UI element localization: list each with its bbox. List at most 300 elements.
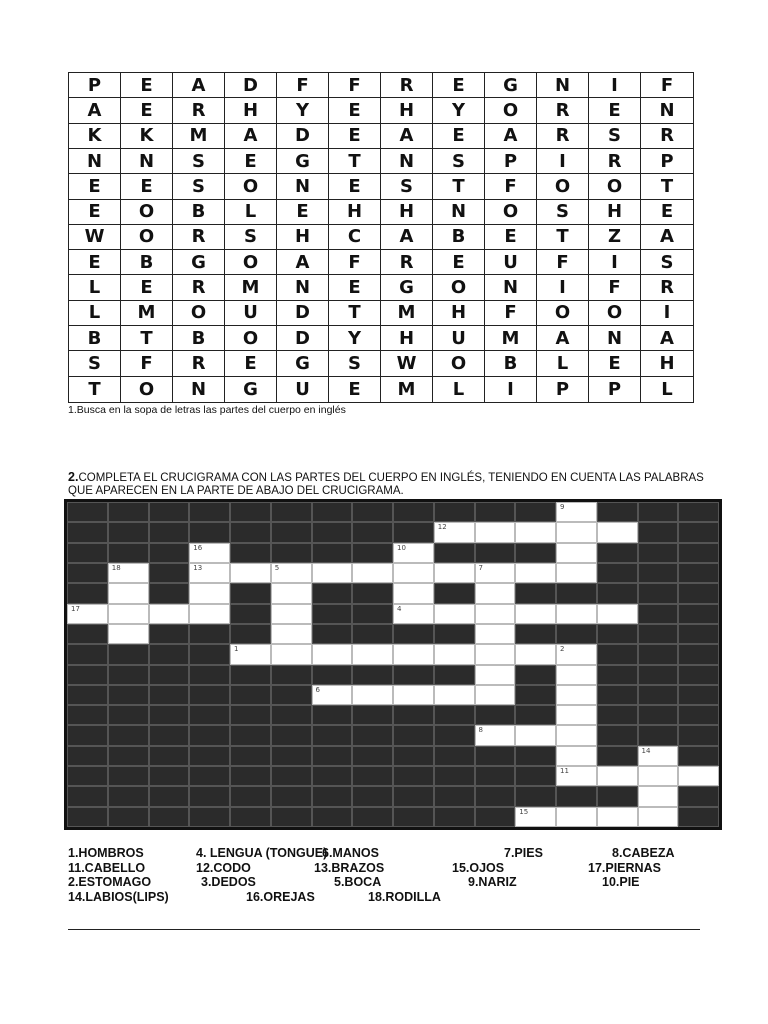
word-search-letter: S [589,124,641,149]
clue-item: 14.LABIOS(LIPS) [68,889,169,904]
word-search-letter: R [173,275,225,300]
word-search-letter: S [69,351,121,376]
crossword-answer-cell[interactable] [475,583,516,603]
crossword-block-cell [108,807,149,827]
crossword-block-cell [352,705,393,725]
crossword-block-cell [515,705,556,725]
crossword-block-cell [108,786,149,806]
crossword-block-cell [638,665,679,685]
crossword-answer-cell[interactable] [638,746,679,766]
crossword-block-cell [108,705,149,725]
crossword-answer-cell[interactable] [556,522,597,542]
word-search-letter: O [121,377,173,402]
crossword-block-cell [189,766,230,786]
crossword-answer-cell[interactable] [556,563,597,583]
word-search-letter: K [121,124,173,149]
crossword-answer-cell[interactable] [597,766,638,786]
crossword-answer-cell[interactable] [556,665,597,685]
word-search-letter: U [485,250,537,275]
crossword-block-cell [271,786,312,806]
word-search-letter: N [69,149,121,174]
word-search-letter: L [69,301,121,326]
word-search-letter: G [277,351,329,376]
word-search-letter: E [121,275,173,300]
crossword-block-cell [597,543,638,563]
word-search-letter: E [329,98,381,123]
crossword-puzzle [64,499,722,830]
crossword-block-cell [108,746,149,766]
crossword-block-cell [434,766,475,786]
crossword-block-cell [434,624,475,644]
crossword-block-cell [149,583,190,603]
crossword-answer-cell[interactable] [108,604,149,624]
crossword-block-cell [312,786,353,806]
crossword-block-cell [312,665,353,685]
crossword-block-cell [638,624,679,644]
word-search-letter: H [329,200,381,225]
word-search-letter: O [485,98,537,123]
word-search-letter: A [69,98,121,123]
word-search-letter: A [381,225,433,250]
crossword-answer-cell[interactable] [556,543,597,563]
word-search-letter: E [329,275,381,300]
instruction-2-text: COMPLETA EL CRUCIGRAMA CON LAS PARTES DEL CUERPO EN INGLÉS, TENIENDO EN CUENTA LAS PALABRAS QUE APARECEN EN LA PARTE DE ABAJO DEL CRUCIGRAMA. [68,472,704,497]
crossword-block-cell [638,725,679,745]
word-search-letter: N [277,174,329,199]
crossword-block-cell [108,685,149,705]
word-search-letter: H [433,301,485,326]
crossword-block-cell [230,543,271,563]
crossword-block-cell [67,665,108,685]
clue-item: 4. LENGUA (TONGUE) [196,846,328,860]
crossword-answer-cell[interactable] [475,644,516,664]
crossword-block-cell [149,685,190,705]
crossword-answer-cell[interactable] [475,685,516,705]
crossword-answer-cell[interactable] [393,543,434,563]
crossword-block-cell [393,624,434,644]
crossword-block-cell [230,786,271,806]
crossword-answer-cell[interactable] [189,604,230,624]
word-search-letter: I [589,73,641,98]
crossword-answer-cell[interactable] [515,522,556,542]
word-search-letter: H [381,200,433,225]
crossword-block-cell [149,746,190,766]
crossword-answer-cell[interactable] [597,604,638,624]
crossword-block-cell [678,563,719,583]
crossword-clue-number: 16 [193,543,203,552]
word-search-letter: R [537,98,589,123]
word-search-letter: T [433,174,485,199]
crossword-block-cell [678,705,719,725]
crossword-block-cell [149,644,190,664]
crossword-clue-number: 4 [397,604,402,613]
crossword-block-cell [108,502,149,522]
crossword-answer-cell[interactable] [515,604,556,624]
word-search-letter: M [381,301,433,326]
word-search-letter: F [329,250,381,275]
crossword-answer-cell[interactable] [67,604,108,624]
crossword-block-cell [189,786,230,806]
crossword-block-cell [108,665,149,685]
crossword-answer-cell[interactable] [352,563,393,583]
crossword-answer-cell[interactable] [556,766,597,786]
crossword-block-cell [475,786,516,806]
crossword-block-cell [678,786,719,806]
crossword-answer-cell[interactable] [556,746,597,766]
word-search-letter: E [433,250,485,275]
clue-list [68,846,728,904]
word-search-letter: C [329,225,381,250]
crossword-block-cell [352,725,393,745]
crossword-block-cell [638,522,679,542]
clue-item: 15.OJOS [452,860,505,875]
crossword-answer-cell[interactable] [271,563,312,583]
crossword-answer-cell[interactable] [638,766,679,786]
crossword-block-cell [312,705,353,725]
crossword-clue-number: 17 [71,604,80,613]
crossword-answer-cell[interactable] [312,644,353,664]
crossword-answer-cell[interactable] [230,563,271,583]
crossword-block-cell [515,502,556,522]
crossword-block-cell [556,583,597,603]
word-search-letter: B [485,351,537,376]
crossword-answer-cell[interactable] [108,624,149,644]
word-search-letter: E [329,377,381,402]
crossword-block-cell [352,665,393,685]
crossword-block-cell [597,665,638,685]
crossword-answer-cell[interactable] [515,807,556,827]
crossword-block-cell [678,543,719,563]
crossword-answer-cell[interactable] [149,604,190,624]
word-search-letter: S [381,174,433,199]
crossword-clue-number: 6 [315,685,320,694]
crossword-block-cell [312,543,353,563]
crossword-block-cell [434,725,475,745]
crossword-block-cell [597,725,638,745]
crossword-answer-cell[interactable] [393,685,434,705]
crossword-block-cell [149,786,190,806]
crossword-answer-cell[interactable] [475,522,516,542]
crossword-block-cell [434,786,475,806]
word-search-letter: W [381,351,433,376]
crossword-block-cell [352,624,393,644]
crossword-block-cell [189,725,230,745]
word-search-letter: W [69,225,121,250]
word-search-letter: R [641,124,693,149]
crossword-block-cell [67,766,108,786]
crossword-block-cell [67,563,108,583]
crossword-block-cell [189,746,230,766]
crossword-block-cell [271,705,312,725]
word-search-letter: E [589,351,641,376]
crossword-block-cell [312,807,353,827]
crossword-block-cell [189,685,230,705]
crossword-block-cell [67,644,108,664]
crossword-block-cell [312,624,353,644]
word-search-grid [68,72,694,403]
clue-item: 8.CABEZA [612,846,675,860]
crossword-clue-number: 10 [397,543,406,552]
crossword-block-cell [597,786,638,806]
word-search-letter: E [69,174,121,199]
word-search-letter: T [121,326,173,351]
crossword-answer-cell[interactable] [189,543,230,563]
crossword-answer-cell[interactable] [638,807,679,827]
crossword-answer-cell[interactable] [393,583,434,603]
crossword-answer-cell[interactable] [434,522,475,542]
word-search-letter: O [121,200,173,225]
crossword-block-cell [475,502,516,522]
word-search-letter: O [433,275,485,300]
word-search-letter: T [329,301,381,326]
word-search-letter: O [225,326,277,351]
word-search-letter: S [225,225,277,250]
instruction-2-number: 2. [68,470,79,484]
word-search-letter: P [69,73,121,98]
crossword-answer-cell[interactable] [352,685,393,705]
word-search-letter: H [381,98,433,123]
crossword-block-cell [638,705,679,725]
word-search-letter: S [537,200,589,225]
crossword-block-cell [475,705,516,725]
crossword-answer-cell[interactable] [597,807,638,827]
word-search-letter: S [173,149,225,174]
word-search-letter: L [433,377,485,402]
crossword-block-cell [149,665,190,685]
crossword-clue-number: 9 [560,503,565,511]
word-search-letter: E [329,124,381,149]
crossword-answer-cell[interactable] [434,644,475,664]
clue-item: 1.HOMBROS [68,846,144,860]
word-search-letter: G [225,377,277,402]
crossword-answer-cell[interactable] [556,705,597,725]
word-search-letter: I [589,250,641,275]
crossword-block-cell [230,705,271,725]
word-search-letter: F [589,275,641,300]
word-search-letter: U [277,377,329,402]
crossword-answer-cell[interactable] [271,624,312,644]
crossword-clue-number: 8 [478,726,483,735]
crossword-answer-cell[interactable] [271,604,312,624]
crossword-clue-number: 14 [641,746,651,755]
crossword-clue-number: 15 [519,807,529,816]
crossword-block-cell [597,502,638,522]
crossword-answer-cell[interactable] [393,563,434,583]
crossword-answer-cell[interactable] [393,644,434,664]
word-search-letter: N [641,98,693,123]
crossword-block-cell [434,807,475,827]
crossword-block-cell [678,665,719,685]
word-search-letter: N [485,275,537,300]
crossword-answer-cell[interactable] [189,583,230,603]
crossword-block-cell [189,807,230,827]
crossword-answer-cell[interactable] [556,502,597,522]
word-search-letter: F [537,250,589,275]
word-search-letter: S [433,149,485,174]
crossword-block-cell [67,543,108,563]
crossword-answer-cell[interactable] [108,583,149,603]
crossword-block-cell [393,766,434,786]
crossword-block-cell [352,543,393,563]
crossword-answer-cell[interactable] [678,766,719,786]
crossword-answer-cell[interactable] [475,624,516,644]
crossword-block-cell [597,685,638,705]
word-search-letter: Z [589,225,641,250]
crossword-answer-cell[interactable] [434,685,475,705]
crossword-block-cell [475,543,516,563]
crossword-answer-cell[interactable] [515,725,556,745]
word-search-letter: O [537,301,589,326]
instruction-2 [68,471,718,498]
crossword-block-cell [434,543,475,563]
crossword-answer-cell[interactable] [556,685,597,705]
crossword-answer-cell[interactable] [556,725,597,745]
word-search-letter: G [173,250,225,275]
crossword-block-cell [312,522,353,542]
crossword-block-cell [312,583,353,603]
word-search-letter: R [641,275,693,300]
crossword-answer-cell[interactable] [312,685,353,705]
crossword-block-cell [230,685,271,705]
word-search-letter: S [329,351,381,376]
crossword-block-cell [393,522,434,542]
word-search-letter: E [277,200,329,225]
word-search-letter: D [225,73,277,98]
word-search-letter: E [433,124,485,149]
crossword-answer-cell[interactable] [434,604,475,624]
crossword-block-cell [352,583,393,603]
word-search-letter: A [485,124,537,149]
crossword-block-cell [312,604,353,624]
word-search-letter: N [277,275,329,300]
crossword-answer-cell[interactable] [108,563,149,583]
crossword-answer-cell[interactable] [475,725,516,745]
word-search-letter: A [277,250,329,275]
word-search-letter: A [641,225,693,250]
word-search-letter: S [173,174,225,199]
crossword-block-cell [678,725,719,745]
crossword-block-cell [67,522,108,542]
crossword-answer-cell[interactable] [515,563,556,583]
word-search-letter: T [329,149,381,174]
crossword-answer-cell[interactable] [475,665,516,685]
word-search-letter: L [661,378,673,400]
word-search-letter: L [69,275,121,300]
crossword-answer-cell[interactable] [556,644,597,664]
word-search-letter: M [173,124,225,149]
word-search-letter: M [485,326,537,351]
word-search-letter: Y [433,98,485,123]
word-search-letter: D [277,124,329,149]
clue-item: 13.BRAZOS [314,860,385,875]
crossword-block-cell [393,502,434,522]
crossword-block-cell [434,583,475,603]
crossword-answer-cell[interactable] [515,644,556,664]
crossword-block-cell [515,766,556,786]
crossword-block-cell [678,644,719,664]
word-search-letter: E [225,351,277,376]
crossword-block-cell [271,543,312,563]
crossword-clue-number: 2 [560,645,565,654]
crossword-block-cell [67,502,108,522]
word-search-letter: A [225,124,277,149]
word-search-letter: E [121,98,173,123]
word-search-letter: E [485,225,537,250]
crossword-block-cell [149,502,190,522]
clue-item: 2.ESTOMAGO [68,875,152,889]
crossword-answer-cell[interactable] [312,563,353,583]
crossword-answer-cell[interactable] [556,807,597,827]
word-search-letter: O [173,301,225,326]
crossword-answer-cell[interactable] [271,583,312,603]
word-search-letter: B [69,326,121,351]
word-search-letter: A [537,326,589,351]
word-search-letter: Y [277,98,329,123]
clue-item: 5.BOCA [334,875,382,889]
word-search-letter: F [485,301,537,326]
crossword-block-cell [67,624,108,644]
crossword-block-cell [678,604,719,624]
crossword-answer-cell[interactable] [230,644,271,664]
crossword-block-cell [189,502,230,522]
crossword-answer-cell[interactable] [638,786,679,806]
word-search-letter: O [485,200,537,225]
crossword-answer-cell[interactable] [475,604,516,624]
crossword-block-cell [678,807,719,827]
crossword-block-cell [556,786,597,806]
crossword-answer-cell[interactable] [434,563,475,583]
crossword-answer-cell[interactable] [189,563,230,583]
instruction-1: 1.Busca en la sopa de letras las partes del cuerpo en inglés [68,404,346,416]
crossword-block-cell [678,522,719,542]
word-search-letter: E [121,174,173,199]
crossword-block-cell [393,786,434,806]
word-search-letter: R [173,98,225,123]
crossword-block-cell [230,746,271,766]
word-search-letter: R [589,149,641,174]
crossword-answer-cell[interactable] [271,644,312,664]
word-search-letter: G [485,73,537,98]
crossword-clue-number: 18 [111,563,121,572]
word-search-letter: I [537,275,589,300]
crossword-block-cell [434,502,475,522]
word-search-letter: O [225,174,277,199]
crossword-block-cell [638,583,679,603]
crossword-block-cell [230,624,271,644]
crossword-answer-cell[interactable] [556,604,597,624]
crossword-block-cell [271,522,312,542]
crossword-block-cell [597,563,638,583]
word-search-letter: P [641,149,693,174]
crossword-block-cell [108,543,149,563]
word-search-letter: D [277,301,329,326]
crossword-answer-cell[interactable] [597,522,638,542]
crossword-block-cell [108,766,149,786]
word-search-letter: R [173,225,225,250]
word-search-letter: N [121,149,173,174]
crossword-block-cell [230,583,271,603]
crossword-block-cell [638,563,679,583]
crossword-clue-number: 12 [437,523,447,532]
crossword-block-cell [597,705,638,725]
crossword-block-cell [597,746,638,766]
word-search-letter: H [225,98,277,123]
crossword-answer-cell[interactable] [393,604,434,624]
crossword-answer-cell[interactable] [475,563,516,583]
crossword-block-cell [189,644,230,664]
word-search-letter: T [69,377,121,402]
crossword-answer-cell[interactable] [352,644,393,664]
